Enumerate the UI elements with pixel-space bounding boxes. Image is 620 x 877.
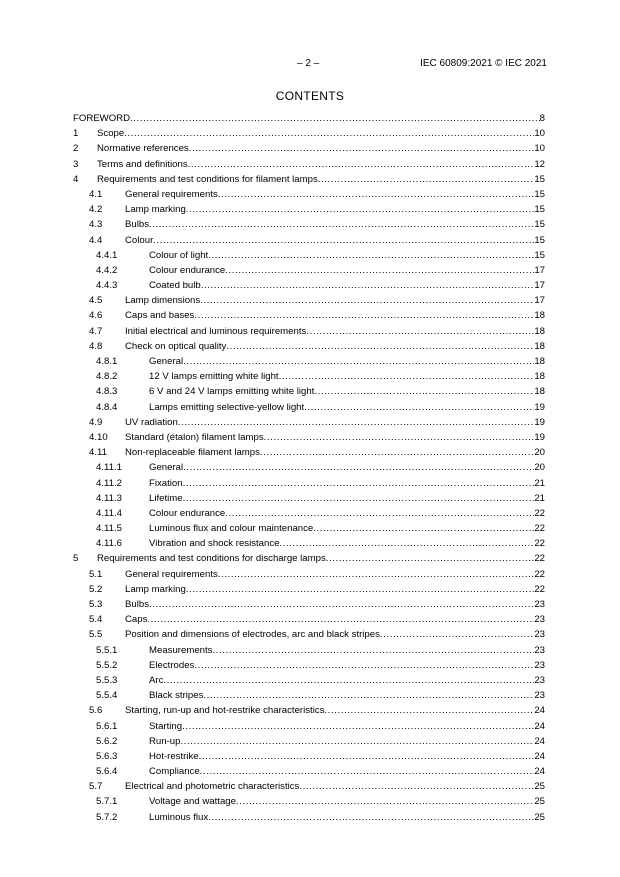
toc-entry-page: 19 <box>534 416 545 428</box>
toc-entry-label: Requirements and test conditions for discharge lamps <box>97 553 326 565</box>
toc-entry-page: 18 <box>534 371 545 383</box>
toc-entry-page: 25 <box>534 811 545 823</box>
toc-entry-number: 4.8.2 <box>96 371 118 383</box>
toc-entry-page: 18 <box>534 310 545 322</box>
standard-reference: IEC 60809:2021 © IEC 2021 <box>420 58 547 69</box>
toc-entry-number: 4.5 <box>89 295 103 307</box>
toc-entry-number: 4.2 <box>89 204 103 216</box>
toc-entry[interactable] <box>73 521 545 536</box>
toc-entry[interactable] <box>73 643 545 658</box>
toc-entry-label: General <box>149 356 184 367</box>
toc-entry[interactable] <box>73 354 545 369</box>
toc-entry-number: 4.11.6 <box>96 538 122 550</box>
toc-entry-page: 10 <box>534 143 545 155</box>
dot-leader <box>188 157 535 172</box>
toc-entry-number: 4.11.5 <box>96 523 122 535</box>
toc-entry-label: Arc <box>149 674 164 686</box>
dot-leader <box>200 293 534 308</box>
toc-entry[interactable] <box>73 597 545 612</box>
toc-entry-label: FOREWORD <box>73 113 131 124</box>
toc-entry[interactable] <box>73 293 545 308</box>
toc-entry-number: 5.5.3 <box>96 674 118 686</box>
toc-entry[interactable] <box>73 369 545 384</box>
toc-entry-number: 4.10 <box>89 431 108 443</box>
dot-leader <box>194 658 534 673</box>
toc-entry-label: Electrical and photometric characteristics <box>125 781 300 793</box>
toc-entry[interactable] <box>73 673 545 688</box>
toc-entry-label: Voltage and wattage <box>149 796 236 808</box>
toc-entry[interactable] <box>73 430 545 445</box>
dot-leader <box>183 460 534 475</box>
dot-leader <box>380 627 534 642</box>
toc-entry-page: 12 <box>534 158 545 170</box>
toc-entry-page: 24 <box>534 735 545 747</box>
toc-entry-number: 4.8.3 <box>96 386 118 398</box>
toc-entry-label: Caps <box>125 614 148 626</box>
toc-entry-page: 22 <box>534 568 545 580</box>
toc-entry[interactable] <box>73 703 545 718</box>
toc-entry[interactable] <box>73 202 545 217</box>
dot-leader <box>183 491 535 506</box>
toc-entry-label: Compliance <box>149 766 200 778</box>
toc-entry[interactable] <box>73 476 545 491</box>
toc-entry-page: 10 <box>534 128 545 140</box>
toc-entry[interactable] <box>73 248 545 263</box>
dot-leader <box>183 476 535 491</box>
toc-entry-number: 4.7 <box>89 325 103 337</box>
dot-leader <box>180 734 534 749</box>
toc-entry-page: 24 <box>534 705 545 717</box>
dot-leader <box>163 673 534 688</box>
toc-entry-number: 4.11.4 <box>96 507 122 519</box>
toc-entry-number: 5.5.1 <box>96 644 118 656</box>
dot-leader <box>149 217 534 232</box>
toc-entry[interactable] <box>73 658 545 673</box>
toc-entry[interactable] <box>73 263 545 278</box>
toc-entry[interactable] <box>73 749 545 764</box>
toc-entry[interactable] <box>73 719 545 734</box>
toc-entry-label: Normative references <box>97 143 189 155</box>
toc-entry-number: 4.11 <box>89 447 107 459</box>
toc-entry[interactable] <box>73 308 545 323</box>
dot-leader <box>199 749 535 764</box>
toc-entry[interactable] <box>73 460 545 475</box>
toc-entry-number: 5.4 <box>89 614 103 626</box>
dot-leader <box>225 506 534 521</box>
toc-entry[interactable] <box>73 612 545 627</box>
toc-entry-number: 5.7.1 <box>96 796 118 808</box>
toc-entry-number: 5.6.4 <box>96 766 118 778</box>
toc-entry-page: 20 <box>534 462 545 474</box>
dot-leader <box>124 126 534 141</box>
toc-entry-page: 21 <box>534 492 545 504</box>
toc-entry[interactable] <box>73 278 545 293</box>
toc-entry[interactable] <box>73 688 545 703</box>
toc-entry[interactable] <box>73 506 545 521</box>
toc-entry-page: 18 <box>534 325 545 337</box>
toc-entry-page: 22 <box>534 553 545 565</box>
toc-entry-page: 23 <box>534 674 545 686</box>
toc-entry-page: 23 <box>534 659 545 671</box>
table-of-contents <box>73 111 545 825</box>
toc-entry-label: General requirements <box>125 568 218 580</box>
toc-entry-label: 12 V lamps emitting white light <box>149 371 279 383</box>
toc-entry-number: 5.6.1 <box>96 720 118 732</box>
toc-entry-label: Electrodes <box>149 659 195 671</box>
toc-entry-page: 23 <box>534 644 545 656</box>
dot-leader <box>236 794 534 809</box>
toc-entry-number: 5.5.2 <box>96 659 118 671</box>
toc-entry[interactable] <box>73 400 545 415</box>
toc-entry-label: Caps and bases <box>125 310 195 322</box>
toc-entry-number: 5.7.2 <box>96 811 118 823</box>
toc-entry-page: 15 <box>534 234 545 246</box>
toc-entry-label: Initial electrical and luminous requirements <box>125 325 307 337</box>
toc-entry-page: 17 <box>534 264 545 276</box>
toc-entry-label: Run-up <box>149 735 181 747</box>
toc-entry-page: 15 <box>534 204 545 216</box>
dot-leader <box>326 551 535 566</box>
toc-entry-number: 4.4 <box>89 234 103 246</box>
page-number: – 2 – <box>297 58 320 69</box>
toc-entry[interactable] <box>73 324 545 339</box>
toc-entry-label: Requirements and test conditions for filament lamps <box>97 173 318 185</box>
dot-leader <box>200 764 535 779</box>
dot-leader <box>212 643 534 658</box>
toc-entry[interactable] <box>73 810 545 825</box>
toc-entry-label: Colour endurance <box>149 264 226 276</box>
dot-leader <box>203 688 534 703</box>
toc-entry-number: 5.3 <box>89 599 103 610</box>
dot-leader <box>218 567 535 582</box>
dot-leader <box>318 172 535 187</box>
dot-leader <box>306 324 534 339</box>
toc-entry-page: 25 <box>534 796 545 808</box>
toc-entry-page: 17 <box>534 280 545 292</box>
dot-leader <box>304 400 534 415</box>
toc-entry[interactable] <box>73 111 545 126</box>
toc-entry-number: 1 <box>73 128 79 140</box>
dot-leader <box>186 202 535 217</box>
toc-entry[interactable] <box>73 734 545 749</box>
dot-leader <box>279 369 535 384</box>
toc-entry[interactable] <box>73 217 545 232</box>
toc-entry-number: 4.11.3 <box>96 492 122 504</box>
toc-entry-number: 4.4.2 <box>96 264 118 276</box>
dot-leader <box>208 810 534 825</box>
dot-leader <box>147 612 534 627</box>
toc-entry-label: Measurements <box>149 644 213 656</box>
toc-entry-page: 23 <box>534 690 545 702</box>
toc-entry-page: 22 <box>534 583 545 595</box>
toc-entry-label: Lamp marking <box>125 583 186 595</box>
toc-entry-page: 17 <box>534 295 545 307</box>
toc-entry-page: 23 <box>534 629 545 641</box>
dot-leader <box>189 141 535 156</box>
toc-entry-number: 4.1 <box>89 188 103 200</box>
toc-entry-page: 18 <box>534 356 545 367</box>
toc-entry-label: Position and dimensions of electrodes, arc and black stripes <box>125 629 380 641</box>
toc-entry-number: 4.4.1 <box>96 249 118 261</box>
toc-entry[interactable] <box>73 172 545 187</box>
dot-leader <box>299 779 534 794</box>
toc-entry-label: Lifetime <box>149 492 183 504</box>
toc-entry[interactable] <box>73 339 545 354</box>
dot-leader <box>178 415 535 430</box>
dot-leader <box>186 582 535 597</box>
toc-entry-number: 5.5 <box>89 629 103 641</box>
toc-entry[interactable] <box>73 582 545 597</box>
toc-entry-number: 4.8.4 <box>96 401 118 413</box>
dot-leader <box>260 445 534 460</box>
toc-entry-page: 23 <box>534 599 545 610</box>
toc-entry[interactable] <box>73 551 545 566</box>
toc-entry-label: Luminous flux <box>149 811 209 823</box>
dot-leader <box>313 521 534 536</box>
toc-entry-page: 18 <box>534 340 545 352</box>
toc-entry-page: 18 <box>534 386 545 398</box>
toc-entry-page: 24 <box>534 720 545 732</box>
toc-entry[interactable] <box>73 233 545 248</box>
toc-entry-number: 4 <box>73 173 79 185</box>
toc-entry-label: Hot-restrike <box>149 750 199 762</box>
toc-entry[interactable] <box>73 141 545 156</box>
toc-entry-number: 4.11.1 <box>96 462 122 474</box>
toc-entry-label: Colour <box>125 234 154 246</box>
toc-entry-label: Terms and definitions <box>97 158 188 170</box>
toc-entry-label: Bulbs <box>125 599 149 610</box>
toc-entry-number: 5.2 <box>89 583 103 595</box>
toc-entry-page: 21 <box>534 477 545 489</box>
toc-entry-number: 4.4.3 <box>96 280 118 292</box>
toc-entry-number: 4.3 <box>89 219 103 231</box>
toc-entry-label: Lamps emitting selective-yellow light <box>149 401 305 413</box>
toc-entry-number: 4.8 <box>89 340 103 352</box>
dot-leader <box>324 703 534 718</box>
toc-entry-label: Check on optical quality <box>125 340 227 352</box>
toc-entry-label: General <box>149 462 184 474</box>
toc-entry-number: 5.7 <box>89 781 103 793</box>
toc-entry-page: 19 <box>534 401 545 413</box>
toc-entry[interactable] <box>73 794 545 809</box>
toc-entry-page: 22 <box>534 538 545 550</box>
toc-entry[interactable] <box>73 779 545 794</box>
toc-entry[interactable] <box>73 187 545 202</box>
toc-entry-label: General requirements <box>125 188 218 200</box>
toc-entry-label: Starting <box>149 720 183 732</box>
toc-entry-page: 24 <box>534 750 545 762</box>
dot-leader <box>208 248 534 263</box>
toc-entry[interactable] <box>73 126 545 141</box>
toc-entry-page: 20 <box>534 447 545 459</box>
dot-leader <box>314 384 534 399</box>
dot-leader <box>264 430 535 445</box>
toc-entry-page: 19 <box>534 431 545 443</box>
dot-leader <box>182 719 534 734</box>
toc-entry[interactable] <box>73 415 545 430</box>
toc-entry-page: 15 <box>534 249 545 261</box>
toc-entry-label: Coated bulb <box>149 280 201 292</box>
toc-entry[interactable] <box>73 567 545 582</box>
toc-entry-label: Lamp dimensions <box>125 295 201 307</box>
toc-entry-label: Colour of light <box>149 249 209 261</box>
toc-entry-number: 5.1 <box>89 568 103 580</box>
toc-entry-page: 8 <box>539 113 545 124</box>
toc-entry-label: Non-replaceable filament lamps <box>125 447 260 459</box>
toc-entry-label: 6 V and 24 V lamps emitting white light <box>149 386 315 398</box>
toc-entry-number: 5 <box>73 553 79 565</box>
toc-entry-label: Luminous flux and colour maintenance <box>149 523 314 535</box>
toc-entry-number: 3 <box>73 158 79 170</box>
toc-entry-number: 4.9 <box>89 416 103 428</box>
toc-entry-number: 5.6.3 <box>96 750 118 762</box>
toc-entry-number: 5.5.4 <box>96 690 118 702</box>
toc-entry-page: 15 <box>534 188 545 200</box>
toc-entry[interactable] <box>73 764 545 779</box>
toc-entry-label: UV radiation <box>125 416 178 428</box>
dot-leader <box>130 111 540 126</box>
dot-leader <box>201 278 535 293</box>
toc-entry-number: 5.6 <box>89 705 103 717</box>
toc-entry[interactable] <box>73 491 545 506</box>
toc-entry-number: 5.6.2 <box>96 735 118 747</box>
toc-entry-page: 22 <box>534 523 545 535</box>
toc-entry-number: 4.6 <box>89 310 103 322</box>
toc-entry-label: Vibration and shock resistance <box>149 538 280 550</box>
toc-entry-page: 25 <box>534 781 545 793</box>
dot-leader <box>218 187 535 202</box>
toc-entry-page: 23 <box>534 614 545 626</box>
dot-leader <box>226 339 534 354</box>
toc-entry-label: Black stripes <box>149 690 204 702</box>
contents-title: CONTENTS <box>275 89 345 103</box>
dot-leader <box>183 354 534 369</box>
dot-leader <box>279 536 534 551</box>
toc-entry[interactable] <box>73 627 545 642</box>
toc-entry-number: 2 <box>73 143 79 155</box>
toc-entry[interactable] <box>73 157 545 172</box>
toc-entry-number: 4.11.2 <box>96 477 122 489</box>
toc-entry-label: Lamp marking <box>125 204 186 216</box>
toc-entry-label: Standard (étalon) filament lamps <box>125 431 264 443</box>
toc-entry-page: 15 <box>534 173 545 185</box>
toc-entry-page: 22 <box>534 507 545 519</box>
toc-entry-label: Starting, run-up and hot-restrike characteristics <box>125 705 325 717</box>
dot-leader <box>194 308 534 323</box>
dot-leader <box>225 263 534 278</box>
toc-entry[interactable] <box>73 384 545 399</box>
toc-entry-page: 24 <box>534 766 545 778</box>
toc-entry-label: Bulbs <box>125 219 149 231</box>
toc-entry-label: Fixation <box>149 477 183 489</box>
toc-entry[interactable] <box>73 536 545 551</box>
toc-entry-page: 15 <box>534 219 545 231</box>
toc-entry-label: Colour endurance <box>149 507 226 519</box>
dot-leader <box>149 597 534 612</box>
toc-entry-number: 4.8.1 <box>96 356 118 367</box>
dot-leader <box>153 233 534 248</box>
toc-entry[interactable] <box>73 445 545 460</box>
toc-entry-label: Scope <box>97 128 125 140</box>
